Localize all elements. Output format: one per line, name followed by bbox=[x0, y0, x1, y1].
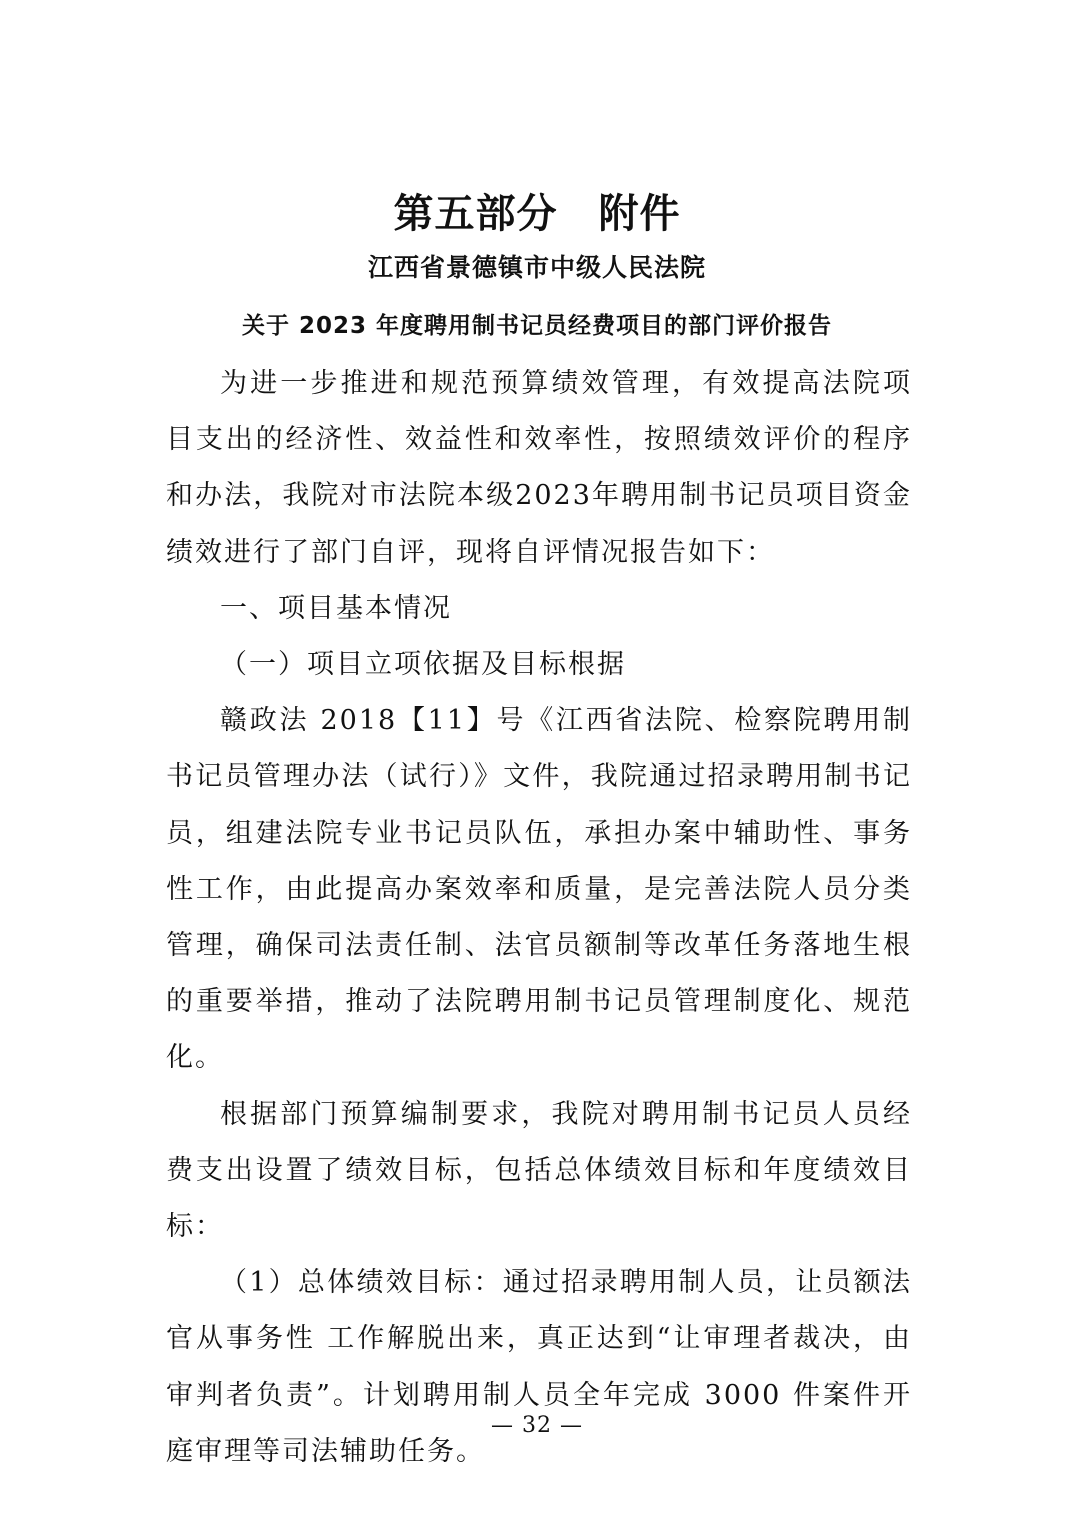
heading-project-basics: 一、项目基本情况 bbox=[220, 592, 452, 624]
report-title: 关于 2023 年度聘用制书记员经费项目的部门评价报告 bbox=[241, 313, 833, 339]
page-number: — 32 — bbox=[491, 1413, 583, 1438]
court-name: 江西省景德镇市中级人民法院 bbox=[367, 253, 706, 282]
document-body bbox=[166, 356, 912, 1480]
paragraph-overall-target: （1）总体绩效目标：通过招录聘用制人员，让员额法官从事务性 工作解脱出来，真正达到“让审理者裁决，由审判者负责”。计划聘用制人员全年完成 3000 件案件开庭审理等司法辅助任务。 bbox=[166, 1267, 912, 1467]
paragraph-intro: 为进一步推进和规范预算绩效管理，有效提高法院项目支出的经济性、效益性和效率性，按照绩效评价的程序和办法，我院对市法院本级2023年聘用制书记员项目资金绩效进行了部门自评，现将自评情况报告如下： bbox=[166, 368, 912, 568]
subheading-basis: （一）项目立项依据及目标根据 bbox=[220, 649, 626, 681]
section-title: 第五部分 附件 bbox=[393, 191, 681, 237]
paragraph-targets: 根据部门预算编制要求，我院对聘用制书记员人员经费支出设置了绩效目标，包括总体绩效目标和年度绩效目标： bbox=[166, 1098, 912, 1243]
paragraph-basis: 赣政法 2018【11】号《江西省法院、检察院聘用制书记员管理办法（试行）》文件，我院通过招录聘用制书记员，组建法院专业书记员队伍，承担办案中辅助性、事务性工作，由此提高办案效率和质量，是完善法院人员分类管理，确保司法责任制、法官员额制等改革任务落地生根的重要举措，推动了法院聘用制书记员管理制度化、规范化。 bbox=[166, 705, 912, 1074]
